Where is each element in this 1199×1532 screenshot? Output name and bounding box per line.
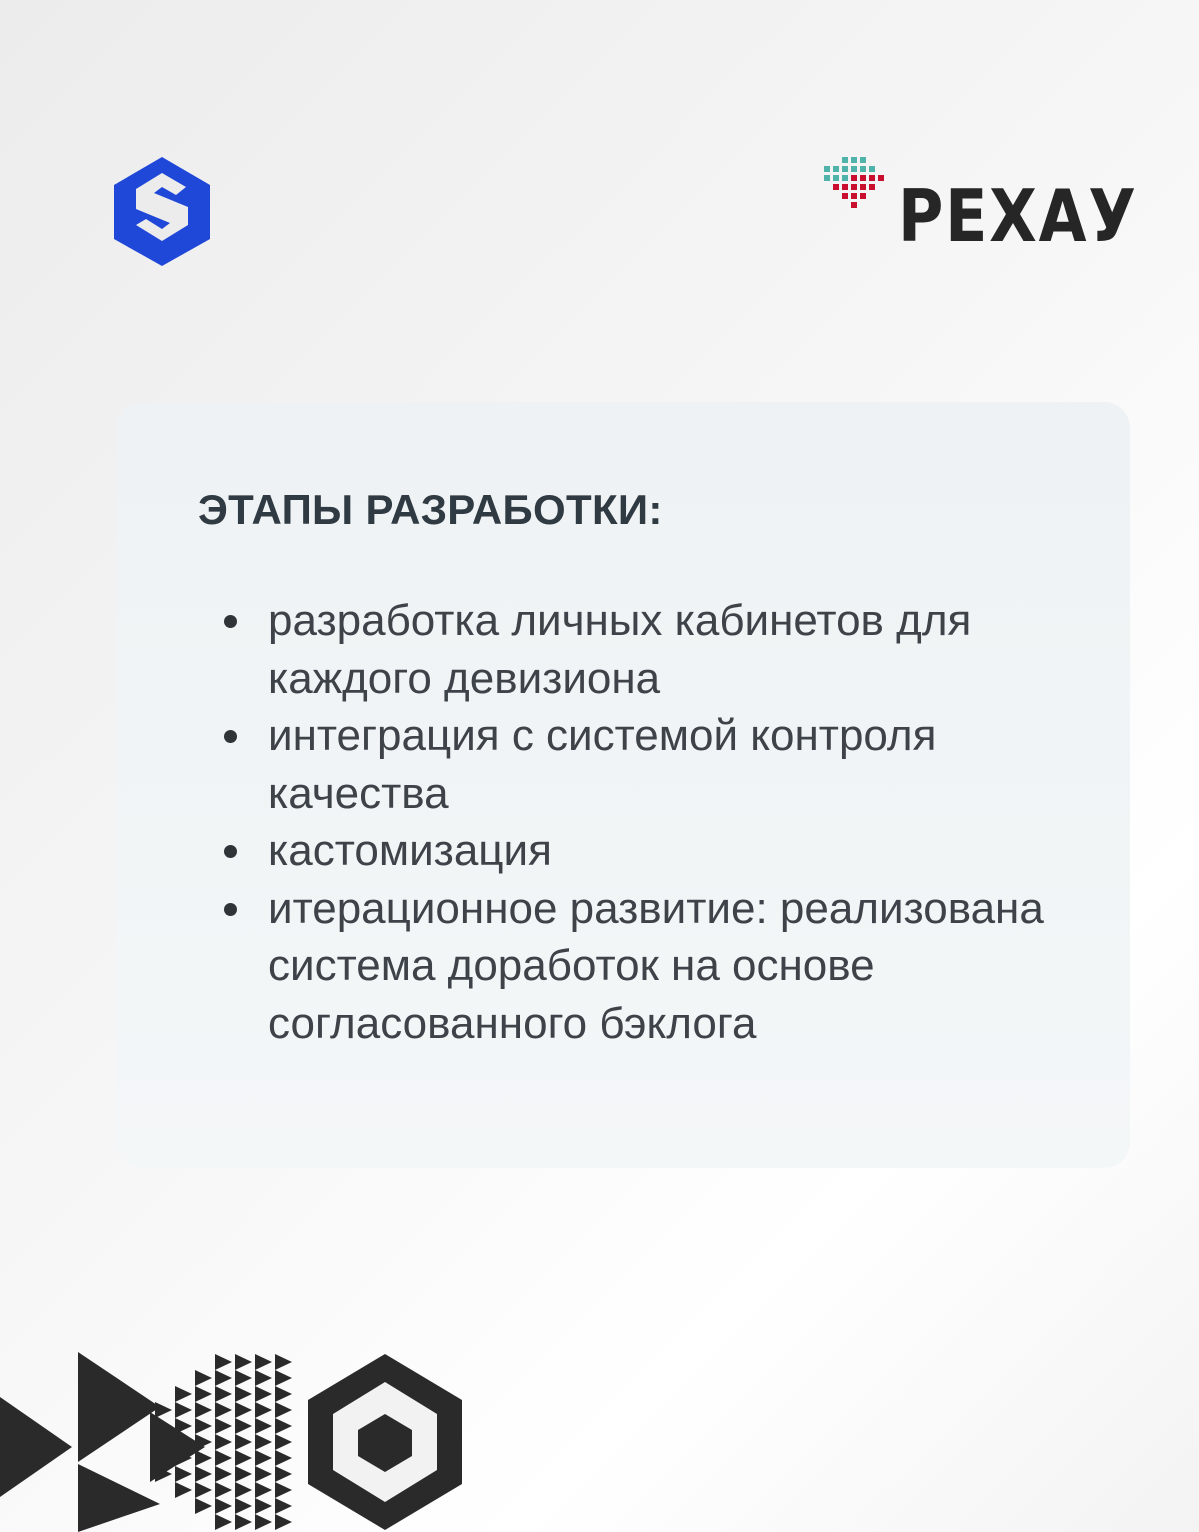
ornament-shape (78, 1352, 160, 1462)
geometric-triangles-hexagon-ornament-icon (0, 1352, 470, 1532)
logo-dot (824, 175, 830, 181)
list-item: кастомизация (268, 822, 1068, 880)
ornament-shape (255, 1386, 272, 1402)
list-item: итерационное развитие: реализована система доработок на основе согласованного бэклога (268, 880, 1068, 1053)
ornament-shape (235, 1434, 252, 1450)
ornament-shape (235, 1354, 252, 1370)
ornament-shape (175, 1482, 192, 1498)
ornament-shape (275, 1434, 292, 1450)
ornament-shape (235, 1514, 252, 1530)
logo-dot (851, 166, 857, 172)
logo-dot (860, 175, 866, 181)
logo-dot (860, 157, 866, 163)
ornament-shape (195, 1418, 212, 1434)
ornament-shape (215, 1450, 232, 1466)
rehau-wordmark: РЕХАУ (898, 174, 1138, 258)
logo-dot (869, 175, 875, 181)
ornament-shape (235, 1482, 252, 1498)
logo-dot (869, 166, 875, 172)
ornament-shape (275, 1514, 292, 1530)
ornament-shape (275, 1370, 292, 1386)
ornament-shape (255, 1450, 272, 1466)
ornament-shape (275, 1450, 292, 1466)
logo-dot (833, 184, 839, 190)
ornament-shape (215, 1482, 232, 1498)
logo-dot (842, 166, 848, 172)
logo-dot (869, 184, 875, 190)
ornament-shape (255, 1514, 272, 1530)
ornament-shape (235, 1466, 252, 1482)
ornament-shape (175, 1386, 192, 1402)
ornament-shape (195, 1450, 212, 1466)
ornament-shape (215, 1434, 232, 1450)
logo-dot (851, 157, 857, 163)
ornament-shape (275, 1498, 292, 1514)
ornament-shape (255, 1370, 272, 1386)
list-item: интеграция с системой контроля качества (268, 707, 1068, 822)
ornament-shape (255, 1402, 272, 1418)
logo-dot (860, 193, 866, 199)
logo-dot (833, 166, 839, 172)
rehau-logo (824, 155, 1138, 258)
ornament-shape (195, 1466, 212, 1482)
logo-dot (842, 175, 848, 181)
logo-dot (851, 202, 857, 208)
ornament-shape (215, 1402, 232, 1418)
logo-dot (842, 157, 848, 163)
ornament-shape (235, 1370, 252, 1386)
ornament-shape (78, 1464, 160, 1532)
logo-dot (878, 175, 884, 181)
logo-dot (842, 184, 848, 190)
ornament-shape (175, 1418, 192, 1434)
ornament-shape (255, 1354, 272, 1370)
logo-dot (860, 166, 866, 172)
ornament-shape (235, 1498, 252, 1514)
ornament-shape (255, 1498, 272, 1514)
logo-dot (833, 175, 839, 181)
ornament-shape (215, 1418, 232, 1434)
logo-dot (824, 166, 830, 172)
ornament-shape (255, 1466, 272, 1482)
logo-dot (842, 193, 848, 199)
ornament-shape (175, 1402, 192, 1418)
list-item: разработка личных кабинетов для каждого девизиона (268, 592, 1068, 707)
logo-dot (851, 193, 857, 199)
ornament-shape (195, 1370, 212, 1386)
ornament-shape (235, 1386, 252, 1402)
ornament-shape (235, 1402, 252, 1418)
ornament-shape (155, 1402, 172, 1418)
logo-dot (851, 184, 857, 190)
logo-dot (860, 184, 866, 190)
logo-dot (851, 175, 857, 181)
ornament-shape (0, 1397, 72, 1497)
pixel-dots-logo-icon (824, 155, 888, 215)
ornament-shape (195, 1402, 212, 1418)
stages-card (116, 402, 1130, 1168)
stages-list (268, 592, 1068, 1052)
card-title: ЭТАПЫ РАЗРАБОТКИ: (198, 486, 663, 533)
ornament-shape (215, 1386, 232, 1402)
ornament-shape (275, 1354, 292, 1370)
ornament-shape (215, 1354, 232, 1370)
ornament-shape (215, 1370, 232, 1386)
ornament-shape (275, 1418, 292, 1434)
ornament-shape (175, 1466, 192, 1482)
ornament-shape (235, 1418, 252, 1434)
ornament-shape (195, 1498, 212, 1514)
ornament-shape (255, 1434, 272, 1450)
ornament-shape (275, 1386, 292, 1402)
ornament-shape (235, 1450, 252, 1466)
ornament-shape (195, 1386, 212, 1402)
ornament-shape (275, 1466, 292, 1482)
ornament-shape (275, 1482, 292, 1498)
ornament-shape (255, 1482, 272, 1498)
ornament-shape (215, 1498, 232, 1514)
ornament-shape (195, 1482, 212, 1498)
ornament-shape (215, 1514, 232, 1530)
ornament-shape (275, 1402, 292, 1418)
blue-hexagon-s-logo-icon (112, 155, 212, 268)
ornament-shape (215, 1466, 232, 1482)
ornament-shape (255, 1418, 272, 1434)
